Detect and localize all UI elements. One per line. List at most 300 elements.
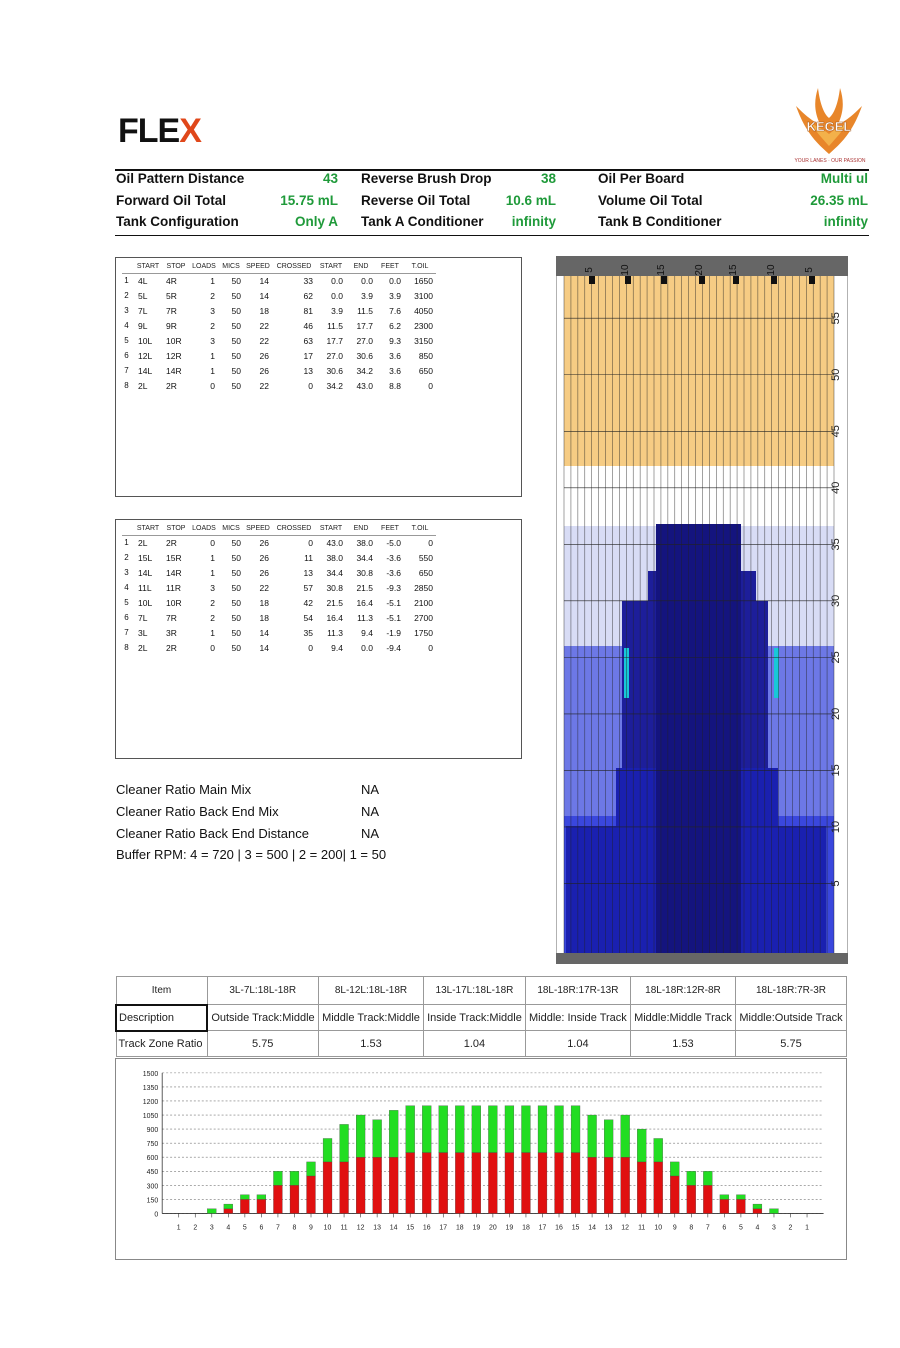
header-bottom-rule — [115, 235, 869, 236]
chart-xtick-label: 3 — [772, 1224, 776, 1232]
chart-bar — [273, 1185, 282, 1213]
chart-bar — [224, 1209, 233, 1214]
step-cell: 14 — [259, 290, 269, 301]
step-cell: 7L — [138, 305, 148, 316]
graph-dry-zone — [564, 276, 834, 466]
cleaner-back-value: NA — [361, 804, 380, 819]
step-cell: -3.6 — [386, 567, 401, 578]
info-value: 38 — [540, 171, 556, 186]
track-cell: Middle: Inside Track — [525, 1005, 630, 1031]
step-cell: 1 — [210, 365, 215, 376]
step-cell: 14R — [166, 365, 182, 376]
track-cell: 8L-12L:18L-18R — [318, 977, 423, 1005]
step-cell: 21.5 — [326, 597, 343, 608]
step-cell: 30.6 — [356, 350, 373, 361]
chart-xtick-label: 16 — [555, 1224, 563, 1232]
step-cell: 11.3 — [327, 627, 343, 638]
graph-distance-label: 10 — [830, 820, 842, 834]
step-header-cell — [122, 261, 134, 273]
step-cell: -5.1 — [386, 597, 401, 608]
step-cell: 9R — [166, 320, 177, 331]
track-cell: Middle:Middle Track — [630, 1005, 735, 1031]
track-cell: Inside Track:Middle — [424, 1005, 526, 1031]
chart-xtick-label: 3 — [209, 1224, 214, 1232]
graph-distance-label: 40 — [830, 481, 842, 494]
step-cell: 0 — [428, 537, 433, 548]
chart-bar — [555, 1106, 564, 1153]
step-cell: 7R — [166, 305, 177, 316]
chart-bar — [455, 1106, 464, 1153]
step-cell: 26 — [259, 552, 269, 563]
info-value: Multi ul — [820, 171, 868, 186]
step-cell: 13 — [303, 365, 313, 376]
step-cell: 2L — [138, 537, 148, 548]
step-cell: 27.0 — [356, 335, 373, 346]
step-cell: 34.2 — [356, 365, 373, 376]
step-cell: 5R — [166, 290, 177, 301]
step-cell: 10R — [166, 597, 182, 608]
chart-ytick-label: 150 — [146, 1197, 159, 1205]
chart-ytick-label: 450 — [146, 1169, 159, 1177]
step-cell: 22 — [259, 335, 269, 346]
chart-bar — [720, 1199, 729, 1213]
graph-distance-label: 30 — [830, 594, 842, 607]
step-cell: 2 — [210, 612, 215, 623]
step-cell: 0.0 — [361, 642, 373, 653]
step-cell: 3 — [124, 568, 129, 577]
step-cell: 35 — [303, 627, 313, 638]
step-cell: 1 — [124, 538, 129, 548]
step-cell: 0 — [210, 380, 215, 391]
chart-xtick-label: 16 — [422, 1224, 431, 1232]
step-cell: 50 — [231, 537, 241, 548]
track-cell: Item — [116, 977, 207, 1005]
step-cell: 650 — [418, 365, 433, 376]
chart-bar — [273, 1171, 282, 1185]
step-row — [122, 535, 436, 550]
track-cell: 1.04 — [525, 1031, 630, 1057]
graph-footer-bar — [556, 953, 848, 964]
step-cell: 2 — [124, 291, 129, 300]
cleaner-distance-value: NA — [361, 826, 380, 841]
step-cell: 50 — [231, 305, 241, 316]
step-header-cell: T.OIL — [404, 523, 436, 535]
step-cell: 1 — [124, 276, 129, 286]
chart-xtick-label: 15 — [571, 1224, 580, 1232]
chart-xtick-label: 12 — [621, 1224, 630, 1232]
chart-ytick-label: 1350 — [142, 1084, 159, 1092]
chart-bar — [290, 1171, 299, 1185]
step-row — [122, 595, 436, 610]
chart-bar — [654, 1138, 663, 1161]
step-cell: 5 — [124, 336, 129, 345]
kegel-phoenix-logo — [790, 84, 868, 168]
info-label: Reverse Brush Drop — [361, 171, 492, 186]
track-cell: Description — [116, 1005, 207, 1031]
step-cell: 3 — [210, 582, 215, 593]
track-cell: 5.75 — [736, 1031, 847, 1057]
step-header-cell: START — [134, 523, 162, 535]
step-cell: 2850 — [414, 582, 433, 593]
step-cell: 3150 — [414, 335, 433, 346]
step-cell: 6 — [124, 613, 129, 622]
chart-bar — [538, 1153, 547, 1214]
step-cell: 2300 — [414, 320, 433, 331]
step-cell: 1 — [210, 627, 215, 638]
step-cell: 2R — [166, 537, 177, 548]
step-cell: 1 — [210, 567, 215, 578]
chart-xtick-label: 7 — [276, 1224, 280, 1232]
track-cell: 18L-18R:12R-8R — [630, 977, 735, 1005]
graph-board-label: 15 — [656, 264, 667, 276]
chart-bar — [703, 1171, 712, 1185]
chart-xtick-label: 9 — [309, 1224, 313, 1232]
step-cell: -1.9 — [386, 627, 401, 638]
step-cell: 43.0 — [326, 537, 343, 548]
chart-xtick-label: 7 — [705, 1224, 710, 1232]
chart-bar — [703, 1185, 712, 1213]
graph-board-label: 5 — [584, 267, 595, 273]
chart-ytick-label: 0 — [154, 1211, 159, 1219]
track-cell: Middle Track:Middle — [318, 1005, 423, 1031]
chart-bar — [621, 1157, 630, 1213]
kegel-logo-text: KEGEL — [806, 119, 852, 134]
step-cell: 9.4 — [361, 627, 373, 638]
kegel-tagline: YOUR LANES · OUR PASSION — [794, 158, 866, 164]
chart-xtick-label: 13 — [604, 1224, 613, 1232]
step-cell: 50 — [231, 552, 241, 563]
step-cell: 14L — [138, 567, 153, 578]
step-cell: 1750 — [414, 627, 433, 638]
step-cell: 3.6 — [389, 350, 401, 361]
step-cell: 43.0 — [356, 380, 373, 391]
chart-xtick-label: 13 — [373, 1224, 381, 1232]
graph-arrow-mark — [699, 276, 705, 284]
step-cell: -9.4 — [386, 642, 401, 653]
step-cell: 0 — [210, 642, 215, 653]
chart-ytick-label: 900 — [146, 1127, 159, 1135]
step-cell: 50 — [231, 627, 241, 638]
lane-oil-graph — [556, 256, 848, 964]
step-cell: 3.9 — [331, 305, 343, 316]
track-cell: 18L-18R:7R-3R — [736, 977, 847, 1005]
chart-xtick-label: 17 — [538, 1224, 547, 1232]
oil-per-board-chart — [115, 1058, 847, 1260]
step-cell: 50 — [231, 275, 241, 286]
track-cell: 1.04 — [424, 1031, 526, 1057]
graph-cyan-mark — [774, 648, 779, 698]
step-cell: 14 — [259, 275, 269, 286]
step-cell: 0 — [428, 380, 433, 391]
step-cell: 7 — [124, 366, 129, 375]
step-cell: 3.9 — [361, 290, 373, 301]
flex-logo-x: X — [179, 112, 201, 150]
step-row — [122, 363, 436, 378]
step-cell: 15L — [138, 552, 153, 563]
graph-board-label: 10 — [766, 264, 777, 276]
step-cell: -3.6 — [386, 552, 401, 563]
graph-distance-label: 5 — [830, 880, 842, 887]
chart-bar — [770, 1209, 779, 1214]
step-cell: 50 — [231, 642, 241, 653]
step-cell: 0.0 — [331, 290, 343, 301]
step-cell: 3 — [124, 306, 129, 315]
chart-xtick-label: 8 — [292, 1224, 297, 1232]
step-cell: 13 — [303, 567, 313, 578]
step-header-cell: END — [346, 261, 376, 273]
forward-steps-panel — [115, 257, 522, 497]
track-cell: 18L-18R:17R-13R — [525, 977, 630, 1005]
chart-bar — [736, 1199, 745, 1213]
track-cell: 1.53 — [318, 1031, 423, 1057]
info-value: 10.6 mL — [505, 192, 556, 208]
step-cell: 11L — [138, 582, 152, 593]
step-cell: -5.1 — [386, 612, 401, 623]
chart-xtick-label: 2 — [788, 1224, 793, 1232]
chart-xtick-label: 18 — [455, 1224, 464, 1232]
step-cell: 4 — [124, 583, 129, 592]
graph-distance-label: 20 — [830, 707, 842, 721]
chart-bar — [538, 1106, 547, 1153]
step-cell: 7R — [166, 612, 177, 623]
step-cell: 0 — [308, 642, 313, 653]
step-cell: 0 — [210, 537, 215, 548]
step-cell: 0.0 — [389, 275, 401, 286]
chart-xtick-label: 17 — [439, 1224, 448, 1232]
track-cell: 1.53 — [630, 1031, 735, 1057]
chart-bar — [340, 1124, 349, 1161]
step-cell: 21.5 — [356, 582, 373, 593]
chart-xtick-label: 10 — [654, 1224, 663, 1232]
step-cell: 3R — [166, 627, 177, 638]
step-row — [122, 565, 436, 580]
chart-bar — [488, 1106, 497, 1153]
step-cell: 38.0 — [356, 537, 373, 548]
step-row — [122, 550, 436, 565]
info-label: Volume Oil Total — [598, 192, 703, 208]
chart-xtick-label: 20 — [489, 1224, 497, 1232]
chart-bar — [670, 1162, 679, 1176]
step-cell: 1 — [210, 552, 215, 563]
step-cell: 10L — [138, 597, 153, 608]
step-header-cell: SPEED — [244, 523, 272, 535]
chart-ytick-label: 300 — [146, 1183, 159, 1191]
chart-bar — [340, 1162, 349, 1214]
chart-xtick-label: 9 — [672, 1224, 677, 1232]
chart-bar — [637, 1129, 646, 1162]
step-cell: 33 — [303, 275, 313, 286]
chart-xtick-label: 12 — [356, 1224, 365, 1232]
step-header-cell: START — [134, 261, 162, 273]
step-cell: 11R — [166, 582, 181, 593]
chart-bar — [687, 1185, 696, 1213]
step-header-cell: CROSSED — [272, 523, 316, 535]
step-header-cell: T.OIL — [404, 261, 436, 273]
info-label: Tank B Conditioner — [598, 214, 722, 229]
step-cell: 38.0 — [326, 552, 343, 563]
chart-bar — [521, 1106, 530, 1153]
step-cell: 17 — [303, 350, 313, 361]
graph-distance-label: 45 — [830, 425, 842, 438]
step-cell: 16.4 — [326, 612, 343, 623]
chart-bar — [422, 1106, 431, 1153]
graph-arrow-mark — [771, 276, 777, 284]
chart-bar — [389, 1157, 398, 1213]
cleaner-main-label: Cleaner Ratio Main Mix — [116, 782, 252, 797]
chart-bar — [472, 1153, 481, 1214]
step-cell: 34.4 — [326, 567, 343, 578]
info-value: Only A — [294, 214, 338, 229]
step-cell: 50 — [231, 597, 241, 608]
step-cell: 18 — [259, 612, 269, 623]
step-cell: 17.7 — [326, 335, 343, 346]
chart-bar — [224, 1204, 233, 1209]
chart-bar — [290, 1185, 299, 1213]
chart-xtick-label: 11 — [340, 1224, 348, 1232]
step-cell: 63 — [303, 335, 313, 346]
step-cell: 2 — [210, 320, 215, 331]
graph-arrow-mark — [733, 276, 739, 284]
track-cell: Outside Track:Middle — [207, 1005, 318, 1031]
step-cell: 50 — [231, 612, 241, 623]
cleaner-distance-label: Cleaner Ratio Back End Distance — [116, 826, 309, 841]
step-cell: 7 — [124, 628, 129, 637]
step-cell: 18 — [259, 597, 269, 608]
step-cell: -9.3 — [386, 582, 401, 593]
chart-bar — [687, 1171, 696, 1185]
chart-xtick-label: 15 — [406, 1224, 415, 1232]
track-cell: Middle:Outside Track — [736, 1005, 847, 1031]
info-label: Oil Per Board — [598, 171, 685, 186]
graph-oil-core — [656, 524, 741, 953]
chart-bar — [406, 1106, 415, 1153]
info-value: 15.75 mL — [280, 192, 338, 208]
step-cell: 26 — [259, 567, 269, 578]
forward-steps-table — [122, 261, 436, 393]
chart-bar — [240, 1195, 249, 1200]
step-cell: 50 — [231, 350, 241, 361]
chart-bar — [621, 1115, 630, 1157]
step-cell: 3 — [210, 335, 215, 346]
step-header-cell: END — [346, 523, 376, 535]
step-cell: 16.4 — [356, 597, 373, 608]
step-header-cell: MICS — [218, 261, 244, 273]
graph-arrow-mark — [625, 276, 631, 284]
step-cell: 2 — [210, 290, 215, 301]
info-value: infinity — [511, 214, 556, 229]
cleaner-main-value: NA — [361, 782, 380, 797]
step-cell: 3L — [138, 627, 148, 638]
step-cell: 22 — [259, 380, 269, 391]
step-cell: 14 — [259, 627, 269, 638]
step-cell: 15R — [166, 552, 182, 563]
step-cell: 2100 — [414, 597, 433, 608]
graph-distance-label: 25 — [830, 651, 842, 664]
chart-ytick-label: 750 — [146, 1141, 159, 1149]
step-cell: 1 — [210, 275, 215, 286]
chart-xtick-label: 1 — [805, 1224, 809, 1232]
chart-bar — [472, 1106, 481, 1153]
chart-bar — [753, 1209, 762, 1214]
step-cell: 50 — [231, 335, 241, 346]
track-cell: 13L-17L:18L-18R — [424, 977, 526, 1005]
step-cell: 0.0 — [331, 275, 343, 286]
chart-xtick-label: 1 — [176, 1224, 181, 1232]
chart-bar — [356, 1115, 365, 1157]
step-cell: 18 — [259, 305, 269, 316]
step-cell: 30.6 — [326, 365, 343, 376]
reverse-steps-table — [122, 523, 436, 655]
step-row — [122, 378, 436, 393]
step-header-cell: STOP — [162, 523, 190, 535]
step-cell: 14 — [259, 642, 269, 653]
step-cell: 46 — [303, 320, 313, 331]
step-header-cell: START — [316, 261, 346, 273]
chart-bar — [654, 1162, 663, 1214]
step-cell: 14L — [138, 365, 153, 376]
step-header-cell: SPEED — [244, 261, 272, 273]
step-header-cell: FEET — [376, 523, 404, 535]
step-cell: 0 — [308, 537, 313, 548]
step-header-cell: LOADS — [190, 523, 218, 535]
step-cell: 9L — [138, 320, 148, 331]
step-cell: 650 — [418, 567, 433, 578]
step-cell: 12L — [138, 350, 153, 361]
chart-bar — [323, 1162, 332, 1214]
step-cell: 11.5 — [357, 305, 373, 316]
chart-bar — [588, 1157, 597, 1213]
step-cell: 2L — [138, 380, 148, 391]
step-cell: 850 — [418, 350, 433, 361]
step-cell: 14R — [166, 567, 182, 578]
step-cell: 550 — [418, 552, 433, 563]
track-cell: 5.75 — [207, 1031, 318, 1057]
chart-bar — [637, 1162, 646, 1214]
chart-bar — [439, 1153, 448, 1214]
step-cell: 22 — [259, 320, 269, 331]
chart-bar — [240, 1199, 249, 1213]
graph-board-label: 20 — [694, 264, 705, 276]
chart-bar — [422, 1153, 431, 1214]
step-header-cell: CROSSED — [272, 261, 316, 273]
info-value: 43 — [322, 171, 338, 186]
chart-bar — [505, 1106, 514, 1153]
step-header-cell: LOADS — [190, 261, 218, 273]
chart-bar — [670, 1176, 679, 1213]
cleaner-back-label: Cleaner Ratio Back End Mix — [116, 804, 279, 819]
step-cell: 0 — [308, 380, 313, 391]
step-cell: 9.3 — [389, 335, 401, 346]
chart-bar — [588, 1115, 597, 1157]
track-row — [116, 977, 847, 1005]
chart-bar — [307, 1162, 316, 1176]
chart-xtick-label: 5 — [738, 1224, 743, 1232]
step-cell: 26 — [259, 537, 269, 548]
chart-xtick-label: 10 — [323, 1224, 332, 1232]
info-label: Tank A Conditioner — [361, 214, 484, 229]
step-row — [122, 318, 436, 333]
step-cell: 26 — [259, 365, 269, 376]
step-cell: 0.0 — [361, 275, 373, 286]
step-cell: 2 — [210, 597, 215, 608]
chart-xtick-label: 4 — [755, 1224, 760, 1232]
step-header-cell: FEET — [376, 261, 404, 273]
chart-xtick-label: 6 — [259, 1224, 264, 1232]
step-row — [122, 640, 436, 655]
step-cell: 50 — [231, 365, 241, 376]
step-cell: 11 — [304, 552, 313, 563]
step-cell: 3.6 — [389, 365, 401, 376]
